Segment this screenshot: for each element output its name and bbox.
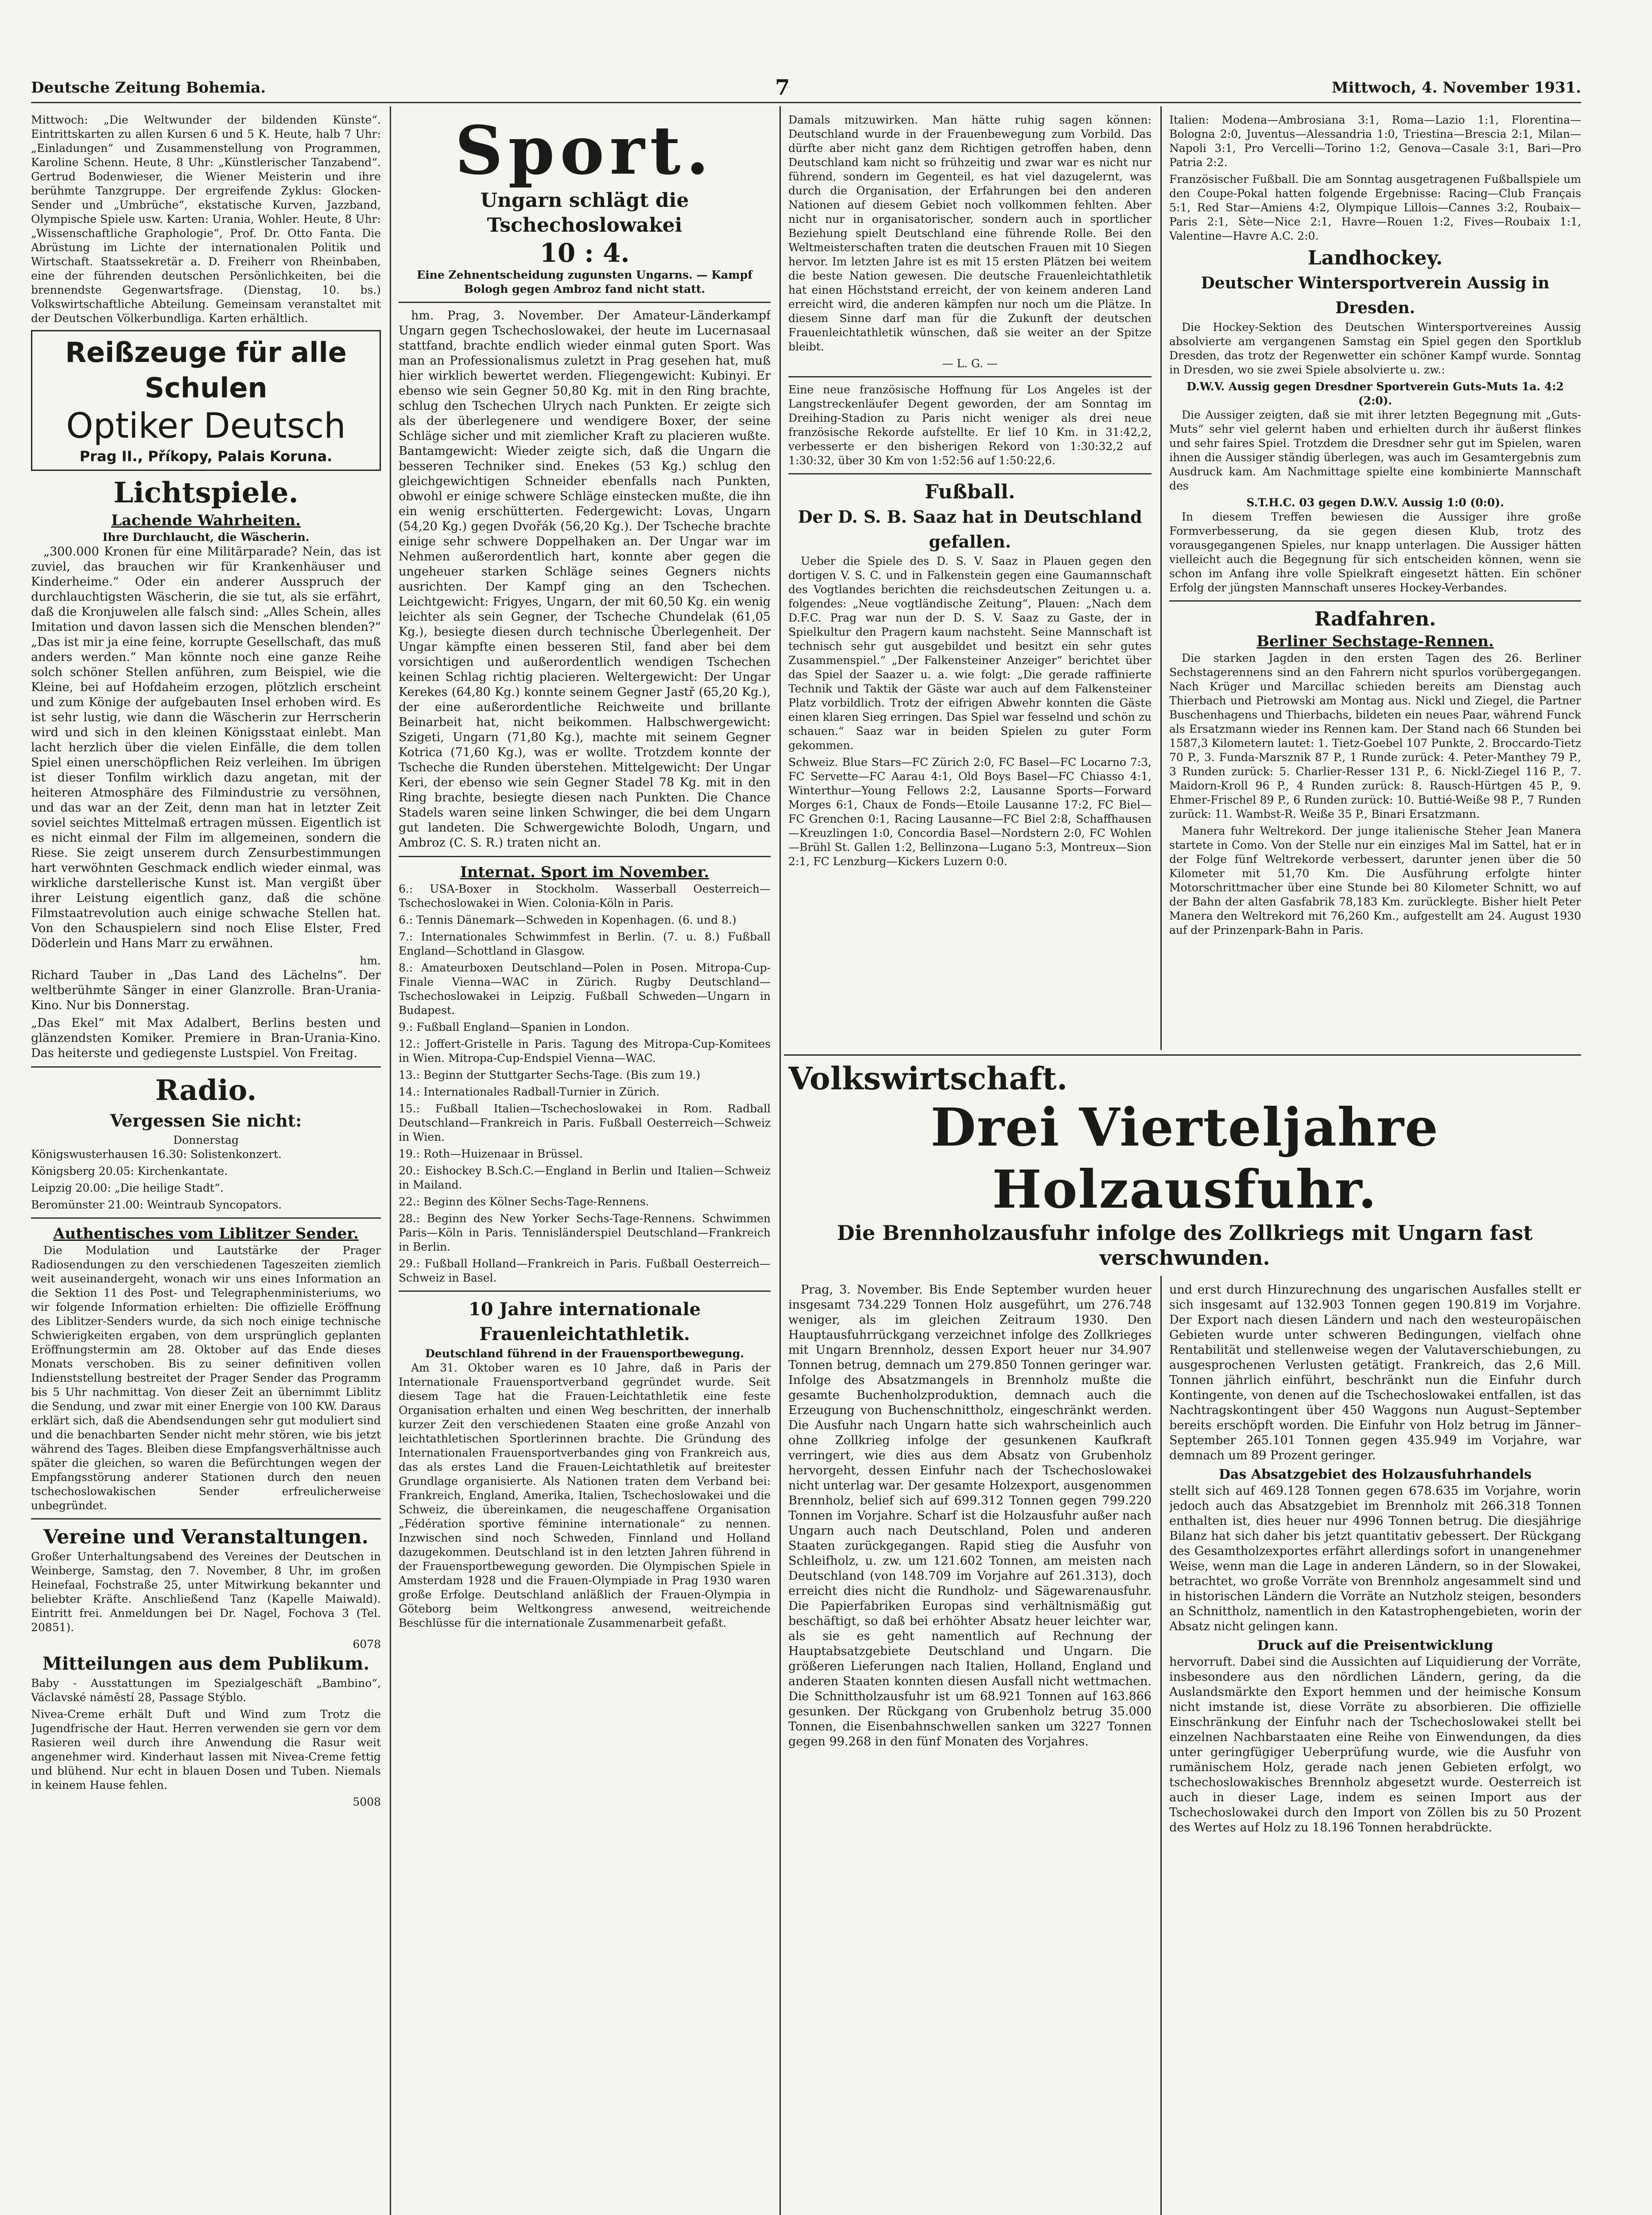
sport-date-item: 7.: Internationales Schwimmfest in Berlin. (7. u. 8.) Fußball England—Schottland in Glasgow.: [399, 930, 771, 957]
lachende-subheading: Ihre Durchlaucht, die Wäscherin.: [102, 531, 310, 544]
nivea-text: Nivea-Creme erhält Duft und Wind zum Trotz die Jugendfrische der Haut. Herren verwenden sie gern vor dem Rasieren weil durch ihre Anwendung die Rasur weit angenehmer wird. Kinderhaut lassen mit Nivea-Creme fettig und blühend. Nur echt in blauen Dosen und Tuben. Niemals in keinem Hause fehlen.: [31, 1708, 381, 1791]
holz-column-b: [1169, 1282, 1581, 2215]
berliner-text: Die starken Jagden in den ersten Tagen des 26. Berliner Sechstagerennens sind an den Fahrern nicht spurlos vorübergegangen. Nach Krüger und Marcillac schieden bereits am Dienstag auch Thierbach und Pietrowski am Montag aus. Nickl und Ziegel, die Partner Buschenhagens und Thierbachs, bildeten ein neues Paar, während Funck als Ersatzmann wieder ins Rennen kam. Der Stand nach 66 Stunden bei 1587,3 Kilometern lautet: 1. Tietz-Goebel 107 Punkte, 2. Broccardo-Tietz 70 P., 3. Funda-Marsznik 87 P., 1 Runde zurück: 4. Peter-Manthey 79 P., 3 Runden zurück: 5. Charlier-Resser 131 P., 6. Nickl-Ziegel 116 P., 7. Maidorn-Kroll 96 P., 4 Runden zurück: 8. Rausch-Hürtgen 45 P., 9. Ehmer-Frischel 89 P., 6 Runden zurück: 10. Buttié-Weiße 98 P., 7 Runden zurück: 11. Wambst-R. Weiße 35 P., Binari Ersatzmann.: [1169, 652, 1581, 820]
dwv-game1-text: Die Aussiger zeigten, daß sie mit ihrer letzten Begegnung mit „Guts-Muts“ sehr viel gelernt haben und erhielten durch ihr äußerst flinkes und sehr faires Spiel. Trotzdem die Dresdner sehr gut im Spielen, waren ihnen die Aussiger ständig überlegen, was auch im Gesamtergebnis zum Ausdruck kam. Am Nachmittage spielte eine kombinierte Mannschaft des: [1169, 408, 1581, 492]
holz-deck: Die Brennholzausfuhr infolge des Zollkriegs mit Ungarn fast verschwunden.: [837, 1221, 1533, 1270]
sport-date-item: 22.: Beginn des Kölner Sechs-Tage-Rennens.: [399, 1195, 649, 1208]
divider: [399, 302, 771, 303]
divider: [788, 473, 1152, 474]
sport-date-item: 8.: Amateurboxen Deutschland—Polen in Posen. Mitropa-Cup-Finale Vienna—WAC in Zürich. Rugby Deutschland—Tschechoslowakei in Leipzig. Fußball Schweden—Ungarn in Budapest.: [399, 961, 771, 1017]
manera-text: Manera fuhr Weltrekord. Der junge italienische Steher Jean Manera startete in Como. Von der Stelle nur ein einziges Mal im Sattel, hat er in der Folge fünf Weltrekorde verbessert, darunter jenen über die 50 Kilometer mit 51,70 Km. Die Ausführung erfolgte hinter Motorschrittmacher über eine Stunde bei 80 Kilometer Schnitt, wo auf der Bahn der alten Gasfabrik 78,183 Km. zurücklegte. Bisher hielt Peter Manera den Weltrekord mit 76,260 Km., aufgestellt am 24. August 1930 auf der Prinzenpark-Bahn in Paris.: [1169, 824, 1581, 937]
column-rule: [390, 106, 391, 2215]
divider: [399, 1290, 771, 1292]
radio-tip: Königsberg 20.05: Kirchenkantate.: [31, 1165, 228, 1177]
nivea-number: 5008: [353, 1795, 381, 1808]
lachende-text: „300.000 Kronen für eine Militärparade? Nein, das ist zuviel, das brauchen wir für Krankenhäuser und Kinderheime.“ Oder ein anderer Ausspruch der durchlauchtigsten Wäscherin, die sie tut, als sie erfährt, daß die Kronjuwelen alle falsch sind: „Alles Schein, alles Imitation und davon lassen sich die Menschen blenden?“ „Das ist mir ja eine feine, korrupte Gesellschaft, das muß anders werden.“ Man könnte noch eine ganze Reihe solch schöner Stellen anführen, zum Beispiel, wie die Kleine, bei auf Hofdaheim erzogen, plötzlich erscheint und zum Könige der aufgebauten Insel erhoben wird. Es ist sehr lustig, wie dann die Wäscherin zur Herrscherin wird und sich in den kleinen Königsstaat einlebt. Man lacht herzlich über die vielen Einfälle, die dem tollen Spiel einen unerschöpflichen Reiz verleihen. Im übrigen ist dieser Tonfilm wirklich dazu angetan, mit der heiteren Atmosphäre des Filmindustrie zu versöhnen, und das war an der Zeit, denn man hat in letzter Zeit soviel seichtes Mittelmaß ertragen müssen. Eigentlich ist es nicht einmal der Film im allgemeinen, sondern die Riese. Sie zeigt unserem durch Zensurbestimmungen hart verwöhnten Geschmack endlich wieder einmal, was wirkliche darstellerische Kunst ist. Man vergißt über ihrer Leistung eigentlich ganz, daß die schöne Filmstaatrevolution auch einige schwache Stellen hat. Von den Schauspielern sind noch Elise Elster, Fred Döderlein und Hans Marr zu erwähnen.: [31, 545, 381, 950]
events-intro: Mittwoch: „Die Weltwunder der bildenden Künste“. Eintrittskarten zu allen Kursen 6 und 5 K. Heute, halb 7 Uhr: „Einladungen“ und Zusammenstellung von Programmen, Karoline Schenn. Heute, 8 Uhr: „Künstlerischer Tanzabend“. Gertrud Bodenwieser, die Wiener Meisterin und ihre berühmte Tanzgruppe. Der ergreifende Zyklus: Glocken-Sender und „Umbrüche“, ekstatische Kurven, Jazzband, Olympische Spiele usw. Karten: Urania, Wohler. Heute, 8 Uhr: „Wissenschaftliche Graphologie“, Prof. Dr. Otto Fanta. Die Abrüstung im Lichte der internationalen Politik und Wirtschaft. Staatssekretär a. D. Freiherr von Rheinbaben, eine der führenden deutschen Persönlichkeiten, bei die brennendste Gegenwartsfrage. (Dienstag, 10. bs.) Volkswirtschaftliche Abteilung. Gemeinsam veranstaltet mit der Deutschen Völkerbundliga. Karten erhältlich.: [31, 113, 381, 325]
divider: [788, 376, 1152, 377]
fussball-heading: Fußball.: [925, 481, 1015, 503]
lachende-heading: Lachende Wahrheiten.: [111, 512, 301, 529]
authent-text: Die Modulation und Lautstärke der Prager Radiosendungen zu den verschiedenen Tageszeiten ziemlich weit auseinandergeht, wonach wir uns eines Information an die Sektion 11 des Post- und Telegraphenministeriums, wo wir folgende Information erhielten: Die offizielle Eröffnung des Liblitzer-Senders wurde, da sich noch einige technische Schwierigkeiten ergaben, von dem ursprünglich geplanten Eröffnungstermin am 28. Oktober auf das Ende dieses Monats verschoben. Bis zu seiner definitiven vollen Indienststellung bestreitet der Prager Sender das Programm bis 5 Uhr nachmittag. Von dieser Zeit an übernimmt Liblitz die Sendung, und zwar mit einer Energie von 100 KW. Daraus erklärt sich, daß die Abendsendungen sehr gut moduliert sind und die benachbarten Sender nicht mehr stören, wie bis jetzt während des Tages. Bleiben diese Empfangsverhältnisse auch später die gleichen, so waren die Befürchtungen wegen der Empfangsstörung anderer Stationen durch den neuen tschechoslowakischen Sender erfreulicherweise unbegründet.: [31, 1244, 381, 1512]
dwv-game2-heading: S.T.H.C. 03 gegen D.W.V. Aussig 1:0 (0:0).: [1246, 496, 1504, 509]
divider: [31, 1217, 381, 1219]
column-3: [788, 113, 1152, 1050]
dwv-text: Die Hockey-Sektion des Deutschen Wintersportvereines Aussig absolvierte am vergangenen Samstag ein Spiel gegen den Sportklub Dresden, das trotz der Regenwetter ein schöner Kampf wurde. Sonntag in Dresden, wo sie zwei Spiele absolvierte u. zw.:: [1169, 321, 1581, 376]
frauen-heading: 10 Jahre internationale Frauenleichtathletik.: [468, 1299, 701, 1345]
column-rule: [779, 106, 781, 2215]
column-2: [399, 113, 771, 2215]
absatz-heading: Das Absatzgebiet des Holzausfuhrhandels: [1218, 1467, 1532, 1482]
lachende-signature: hm.: [360, 954, 381, 967]
ungarn-heading: Ungarn schlägt die Tschechoslowakei: [480, 189, 689, 237]
vereine-text: Großer Unterhaltungsabend des Vereines der Deutschen in Weinberge, Samstag, den 7. November, 8 Uhr, im großen Heinefaal, Fochstraße 25, unter Mitwirkung bekannter und beliebter Kräfte. Anschließend Tanz (Kapelle Maiwald). Eintritt frei. Anmeldungen bei Dr. Nagel, Fochova 3 (Tel. 20851).: [31, 1550, 381, 1634]
section-rule: [784, 1054, 1581, 1056]
ungarn-deck: Eine Zehnentscheidung zugunsten Ungarns. — Kampf Bologh gegen Ambroz fand nicht statt.: [417, 268, 752, 295]
page-header: [31, 75, 1581, 103]
internat-heading: Internat. Sport im November.: [460, 863, 710, 881]
sport-date-item: 14.: Internationales Radball-Turnier in Zürich.: [399, 1085, 660, 1098]
column-rule: [1160, 106, 1162, 1050]
mitteil-text: Baby - Ausstattungen im Spezialgeschäft „Bambino“, Václavské náměstí 28, Passage Stýblo.: [31, 1677, 381, 1704]
schweiz-results: Schweiz. Blue Stars—FC Zürich 2:0, FC Basel—FC Locarno 7:3, FC Servette—FC Aarau 4:1, Old Boys Basel—FC Chiasso 4:1, Winterthur—Young Fellows 2:2, Lausanne Sports—Forward Morges 6:1, Chaux de Fonds—Etoile Lausanne 17:2, FC Biel—FC Grenchen 0:1, Racing Lausanne—FC Biel 2:8, Schaffhausen—Kreuzlingen 1:0, Concordia Basel—Nordstern 2:0, FC Wohlen—Brühl St. Gallen 1:2, Bellinzona—Lugano 5:3, Montreux—Sion 2:1, FC Lenzburg—Kickers Luzern 0:0.: [788, 756, 1152, 868]
newspaper-name: Deutsche Zeitung Bohemia.: [31, 79, 266, 97]
sport-date-item: 15.: Fußball Italien—Tschechoslowakei in Rom. Radball Deutschland—Frankreich in Paris. Fußball Oesterreich—Schweiz in Wien.: [399, 1102, 771, 1143]
radio-tip: Beromünster 21.00: Weintraub Syncopators.: [31, 1198, 282, 1211]
frauen-signature: — L. G. —: [942, 357, 998, 370]
volksw-heading: Volkswirtschaft.: [788, 1061, 1068, 1097]
frauen-deck: Deutschland führend in der Frauensportbewegung.: [425, 1347, 744, 1360]
sport-date-item: 13.: Beginn der Stuttgarter Sechs-Tage. (Bis zum 19.): [399, 1069, 701, 1081]
divider: [399, 856, 771, 857]
divider: [31, 1066, 381, 1068]
ad-headline: Reißzeuge für alle Schulen: [65, 336, 347, 404]
holz-text-a: Prag, 3. November. Bis Ende September wurden heuer insgesamt 734.229 Tonnen Holz ausgeführt, um 276.748 weniger, als im gleichen Zeitraum 1930. Den Hauptausfuhrrückgang verzeichnet infolge des Zollkrieges mit Ungarn Brennholz, dessen Export heuer nur 34.907 Tonnen betrug, demnach um 279.850 Tonnen geringer war. Infolge des Absatzmangels in Brennholz mußte die gesamte Buchenholzproduktion, demnach auch die Erzeugung von Buchenschnittholz, eingeschränkt werden. Die Ausfuhr nach Ungarn hatte sich wahrscheinlich auch ohne Zollkrieg infolge der gesunkenen Kaufkraft verringert, wie dies aus dem Absatz von Grubenholz hervorgeht, dessen Einfuhr nach der Tschechoslowakei nicht unterlag war. Der gesamte Holzexport, ausgenommen Brennholz, belief sich auf 699.312 Tonnen gegen 799.220 Tonnen im Vorjahre. Scharf ist die Holzausfuhr außer nach Ungarn auch nach Deutschland, Polen und anderen Staaten zurückgegangen. Rapid stieg die Ausfuhr von Schleifholz, u. zw. um 121.602 Tonnen, am meisten nach Deutschland (von 148.709 im Vorjahre auf 261.313), doch erreicht dies nicht die Rundholz- und Sägewarenausfuhr. Die Papierfabriken Europas sind verhältnismäßig gut beschäftigt, so daß bei erhöhter Absatz heuer leichter war, als sie es geht namentlich auf Rechnung der Hauptabsatzgebiete Deutschland und Ungarn. Die größeren Lieferungen nach Italien, Holland, England und anderen Staaten konnten diesen Ausfall nicht wettmachen. Die Schnittholzausfuhr ist um 68.921 Tonnen auf 163.866 gesunken. Der Rückgang von Grubenholz betrug 35.000 Tonnen, die Eisenbahnschwellen sanken um 3227 Tonnen gegen 99.268 in den fünf Monaten des Vorjahres.: [788, 1283, 1152, 1749]
sport-date-item: 6.: USA-Boxer in Stockholm. Wasserball Oesterreich—Tschechoslowakei in Wien. Colonia-Köln in Paris.: [399, 882, 771, 909]
dwv-heading: Deutscher Wintersportverein Aussig in Dresden.: [1201, 274, 1550, 317]
hoffnung-text: Eine neue französische Hoffnung für Los Angeles ist der Langstreckenläufer Degent geworden, der am Sonntag im Dreihing-Stadion zu Paris nicht weniger als drei neue französische Rekorde aufstellte. Er lief 10 Km. in 31:42,2, verbesserte er den bisherigen Rekord von 1:30:32,2 auf 1:30:32, über 30 Km von 1:52:56 auf 1:50:22,6.: [788, 383, 1152, 467]
lichtspiele-heading: Lichtspiele.: [113, 476, 299, 509]
radio-tip: Königswusterhausen 16.30: Solistenkonzert.: [31, 1148, 282, 1161]
ad-address: Prag II., Příkopy, Palais Koruna.: [79, 448, 333, 465]
sport-heading: Sport.: [455, 113, 714, 190]
column-1: [31, 113, 381, 2215]
tauber-notice: Richard Tauber in „Das Land des Lächelns“. Der weltberühmte Sänger in einer Glanzrolle. Bran-Urania-Kino. Nur bis Donnerstag.: [31, 968, 381, 1012]
vereine-heading: Vereine und Veranstaltungen.: [43, 1526, 368, 1548]
italien-results: Italien: Modena—Ambrosiana 3:1, Roma—Lazio 1:1, Florentina—Bologna 2:0, Juventus—Alessandria 1:0, Triestina—Brescia 2:1, Milan—Napoli 3:1, Pro Vercelli—Torino 1:2, Genova—Casale 3:1, Bari—Pro Patria 2:2.: [1169, 113, 1581, 169]
divider: [1169, 600, 1581, 602]
sport-date-item: 29.: Fußball Holland—Frankreich in Paris. Fußball Oesterreich—Schweiz in Basel.: [399, 1257, 771, 1284]
holz-text-b: und erst durch Hinzurechnung des ungarischen Ausfalles stellt er sich insgesamt auf 132.903 Tonnen gegen 190.819 im Vorjahre. Der Export nach diesen Ländern und nach den westeuropäischen Gebieten wurde unter schweren Bedingungen, vielfach ohne Rentabilität und stellenweise wegen der Valutaverschiebungen, zu ausgesprochenen Verlusten getätigt. Frankreich, das 2,6 Mill. Tonnen jährlich einführt, beschränkt nun die Einfuhr durch Kontingente, von denen auf die Tschechoslowakei entfallen, ist das Nachtragskontingent über 450 Waggons nun August–September bereits erschöpft worden. Die Einfuhr von Holz betrug im Jänner–September 265.101 Tonnen gegen 435.949 im Vorjahre, war demnach um 89 Prozent geringer.: [1169, 1283, 1581, 1462]
landhockey-heading: Landhockey.: [1307, 247, 1443, 269]
ungarn-text: hm. Prag, 3. November. Der Amateur-Länderkampf Ungarn gegen Tschechoslowakei, der heute im Lucernasaal stattfand, brachte endlich wieder einmal guten Sport. Was man an Professionalismus zuletzt in Prag gesehen hat, muß hier wirklich bewertet werden. Fliegengewicht: Kubinyi. Er ebenso wie sein Gegner 50,80 Kg. mit in den Ring brachte, schlug den Tschechen Ulrych nach Punkten. Er zeigte sich als der überlegenere und wendigere Boxer, der seine Schläge sicher und mit ziemlicher Kraft zu placieren wußte. Bantamgewicht: Wieder zeigte sich, daß die Ungarn die besseren Techniker sind. Enekes (53 Kg.) schlug den gleichgewichtigen Schneider ebenfalls nach Punkten, obwohl er einige schwere Schläge einstecken mußte, die ihn ein wenig erschütterten. Federgewicht: Lovas, Ungarn (54,20 Kg.) gegen Dvořák (56,20 Kg.). Der Tscheche brachte einige sehr schwere Doppelhaken an. Der Ungar war im Nehmen außerordentlich hart, konnte aber gegen die ungeheuer starken Schläge seines Gegners nichts ausrichten. Der Kampf ging an den Tschechen. Leichtgewicht: Frigyes, Ungarn, der mit 60,50 Kg. ein wenig leichter als sein Gegner, der Tscheche Chundelak (61,05 Kg.), besiegte diesen durch technische Überlegenheit. Der Ungar kämpfte einen besseren Stil, fand aber bei dem vorsichtigen und außerordentlich wendigen Tschechen keinen Schlag richtig placieren. Weltergewicht: Der Ungar Kerekes (64,80 Kg.) konnte seinem Gegner Jastř (65,20 Kg.), der eine außerordentliche Reichweite und brillante Beinarbeit hat, nicht beikommen. Halbschwergewicht: Szigeti, Ungarn (71,80 Kg.), machte mit seinem Gegner Kotrica (71,60 Kg.), was er wollte. Trotzdem konnte der Tscheche die Runden überstehen. Mittelgewicht: Der Ungar Keri, der ebenso wie sein Gegner Stadel 78 Kg. mit in den Ring brachte, besiegte diesen nach Punkten. Die Chance Stadels waren seine linken Schwinger, die bei dem Ungarn gut landeten. Die Schwergewichte Bolodh, Ungarn, und Ambroz (C. S. R.) traten nicht an.: [399, 309, 771, 850]
radfahren-heading: Radfahren.: [1314, 608, 1436, 630]
mitteil-heading: Mitteilungen aus dem Publikum.: [42, 1653, 370, 1674]
sport-date-item: 12.: Joffert-Gristelle in Paris. Tagung des Mitropa-Cup-Komitees in Wien. Mitropa-Cup-Endspiel Vienna—WAC.: [399, 1038, 771, 1065]
frauen-continued: Damals mitzuwirken. Man hätte ruhig sagen können: Deutschland wurde in der Frauenbewegung zum Vorbild. Das dürfte aber nicht ganz dem Richtigen getroffen haben, denn Deutschland kam nicht so frühzeitig und zwar war es nicht nur führend, sondern im Gegenteil, es hat viel dazugelernt, was durch die Organisation, der Erfahrungen bei den anderen Nationen auf diesem Gebiet noch vollkommen fehlten. Aber nicht nur in organisatorischer, sondern auch in sportlicher Beziehung spielt Deutschland eine führende Rolle. Bei den Weltmeisterschaften traten die deutschen Frauen mit 10 Siegen hervor. Im letzten Jahre ist es mit 15 ersten Plätzen bei weitem die beste Nation gewesen. Die deutsche Frauenleichtathletik hat einen Höchststand erreicht, der von keinem anderen Land erreicht wird, die anderen kämpfen nur noch um die Plätze. In diesem Sinne darf man für die Zukunft der deutschen Frauenleichtathletik wünschen, daß sie weiter an der Spitze bleibt.: [788, 113, 1152, 353]
vergessen-heading: Vergessen Sie nicht:: [110, 1111, 302, 1131]
sport-date-item: 19.: Roth—Huizenaar in Brüssel.: [399, 1147, 583, 1160]
dsb-text: Ueber die Spiele des D. S. V. Saaz in Plauen gegen den dortigen V. S. C. und in Falkenstein gegen eine Gaumannschaft des Vogtlandes berichten die reichsdeutschen Zeitungen u. a. folgendes: „Neue vogtländische Zeitung“, Plauen: „Nach dem D.F.C. Prag war nun der D. S. V. Saaz zu Gaste, der in Spielkultur den Pragern kaum nachsteht. Seine Mannschaft ist technisch sehr gut ausgebildet und besitzt ein sehr gutes Zusammenspiel.“ „Der Falkensteiner Anzeiger“ berichtet über das Spiel der Saazer u. a. wie folgt: „Die gerade raffinierte Technik und Taktik der Gäste war auch auf dem Falkensteiner Platz vorbildlich. Trotz der eifrigen Abwehr konnten die Gäste einen klaren Sieg erringen. Das Spiel war fesselnd und schön zu schauen.“ Saaz war in beiden Spielen zu guter Form gekommen.: [788, 555, 1152, 752]
column-4: [1169, 113, 1581, 1050]
holz-text-d: hervorruft. Dabei sind die Aussichten auf Liquidierung der Vorräte, insbesondere aus den nördlichen Ländern, gering, da die Auslandsmärkte den Export hemmen und der heimische Konsum nicht imstande ist, diese Vorräte zu absorbieren. Die offizielle Einschränkung der Einfuhr nach der Tschechoslowakei stellt bei einzelnen Nachbarstaaten eine Reihe von Einwendungen, da dies unter geringfügiger Ueberprüfung wurde, wie die Ausfuhr von rumänischem Holz, gerade nach jenen Gebieten erfolgt, wo tschechoslowakisches Brennholz abgesetzt wurde. Oesterreich ist auch in dieser Lage, indem es seinen Import aus der Tschechoslowakei durch den Import von Zöllen bis zu 50 Prozent des Wertes auf Holz zu 18.196 Tonnen herabdrückte.: [1169, 1655, 1581, 1834]
column-rule: [1160, 1276, 1162, 2215]
holz-column-a: [788, 1282, 1152, 2215]
sport-date-item: 6.: Tennis Dänemark—Schweden in Kopenhagen. (6. und 8.): [399, 913, 737, 926]
optiker-deutsch-ad: [31, 330, 381, 471]
ekel-notice: „Das Ekel“ mit Max Adalbert, Berlins besten und glänzendsten Komiker. Premiere in Bran-Urania-Kino. Das heiterste und gediegenste Lustspiel. Von Freitag.: [31, 1016, 381, 1060]
sport-date-item: 20.: Eishockey B.Sch.C.—England in Berlin und Italien—Schweiz in Mailand.: [399, 1164, 771, 1191]
dsb-heading: Der D. S. B. Saaz hat in Deutschland gefallen.: [798, 507, 1142, 552]
authent-heading: Authentisches vom Liblitzer Sender.: [53, 1225, 359, 1243]
frankreich-results: Französischer Fußball. Die am Sonntag ausgetragenen Fußballspiele um den Coupe-Pokal hatten folgende Ergebnisse: Racing—Club Français 5:1, Red Star—Amiens 4:2, Olympique Lillois—Cannes 3:2, Roubaix—Paris 2:1, Sète—Nice 2:1, Havre—Rouen 1:2, Fives—Roubaix 1:1, Valentine—Havre A.C. 2:0.: [1169, 173, 1581, 242]
ungarn-score: 10 : 4.: [539, 238, 630, 268]
dwv-game2-text: In diesem Treffen bewiesen die Aussiger ihre große Formverbesserung, da sie gegen diesen Klub, trotz des vorausgegangenen Spieles, nur knapp unterlagen. Die Aussiger hätten vielleicht auch die Begegnung für sich entscheiden können, wenn sie schon im Anfang ihre volle Spielkraft eingesetzt hätten. Ein schöner Erfolg der jüngsten Mannschaft unseres Hockey-Verbandes.: [1169, 510, 1581, 594]
ad-shop-name: Optiker Deutsch: [66, 406, 346, 446]
radio-heading: Radio.: [155, 1074, 257, 1107]
frauen-text: Am 31. Oktober waren es 10 Jahre, daß in Paris der Internationale Frauensportverband gegründet wurde. Seit diesem Tage hat die Frauen-Leichtathletik eine feste Organisation erhalten und einen Weg beschritten, der innerhalb kurzer Zeit den verschiedenen Staaten eine große Anzahl von leichtathletischen Sportlerinnen brachte. Die Gründung des Internationalen Frauensportverbandes ging von Frankreich aus, das als erstes Land die Frauen-Leichtathletik auf breitester Grundlage organisierte. Als Nationen traten dem Verband bei: Frankreich, England, Amerika, Italien, Tschechoslowakei und die Schweiz, die übereinkamen, die neugeschaffene Organisation „Fédération sportive féminine internationale“ zu nennen. Inzwischen sind noch Schweden, Finnland und Holland dazugekommen. Deutschland ist in den letzten Jahren führend in der Frauensportbewegung geworden. Die Olympischen Spiele in Amsterdam 1928 und die Frauen-Olympiade in Prag 1930 waren große Erfolge. Deutschland anläßlich der Frauen-Olympia in Göteborg beim Weltkongress anwesend, weitreichende Beschlüsse für die internationale Zusammenarbeit gefaßt.: [399, 1361, 771, 1629]
berliner-heading: Berliner Sechstage-Rennen.: [1256, 633, 1494, 650]
page-number: 7: [775, 75, 790, 100]
volkswirtschaft-section: [788, 1061, 1581, 1278]
sport-date-item: 9.: Fußball England—Spanien in London.: [399, 1021, 630, 1034]
vereine-number: 6078: [353, 1638, 381, 1651]
holz-heading: Drei Vierteljahre Holzausfuhr.: [931, 1096, 1439, 1220]
radio-tip: Leipzig 20.00: „Die heilige Stadt“.: [31, 1181, 224, 1194]
sport-date-item: 28.: Beginn des New Yorker Sechs-Tage-Rennens. Schwimmen Paris—Köln in Paris. Tennisländerspiel Deutschland—Frankreich in Berlin.: [399, 1212, 771, 1253]
holz-text-c: stellt sich auf 469.128 Tonnen gegen 678.635 im Vorjahre, worin jedoch auch das Absatzgebiet im Brennholz mit 266.318 Tonnen enthalten ist, dies heuer nur 4996 Tonnen betrug. Die diesjährige Bilanz hat sich daher bis jetzt quantitativ gebessert. Der Rückgang des Gesamtholzexportes erfährt allerdings sofort in unangenehmer Weise, wenn man die Lage in anderen Ländern, so in der Slowakei, betrachtet, wo große Vorräte von Brennholz angesammelt sind und in historischen Ländern die Vorräte an Nutzholz steigen, besonders an Schnittholz, namentlich in den Katastrophengebieten, worin der Absatz nicht gelingen kann.: [1169, 1484, 1581, 1633]
druck-heading: Druck auf die Preisentwicklung: [1257, 1638, 1493, 1653]
divider: [31, 1518, 381, 1519]
dwv-game1-heading: D.W.V. Aussig gegen Dresdner Sportverein Guts-Muts 1a. 4:2 (2:0).: [1187, 380, 1564, 407]
vergessen-day: Donnerstag: [173, 1134, 239, 1146]
issue-date: Mittwoch, 4. November 1931.: [1331, 79, 1581, 97]
